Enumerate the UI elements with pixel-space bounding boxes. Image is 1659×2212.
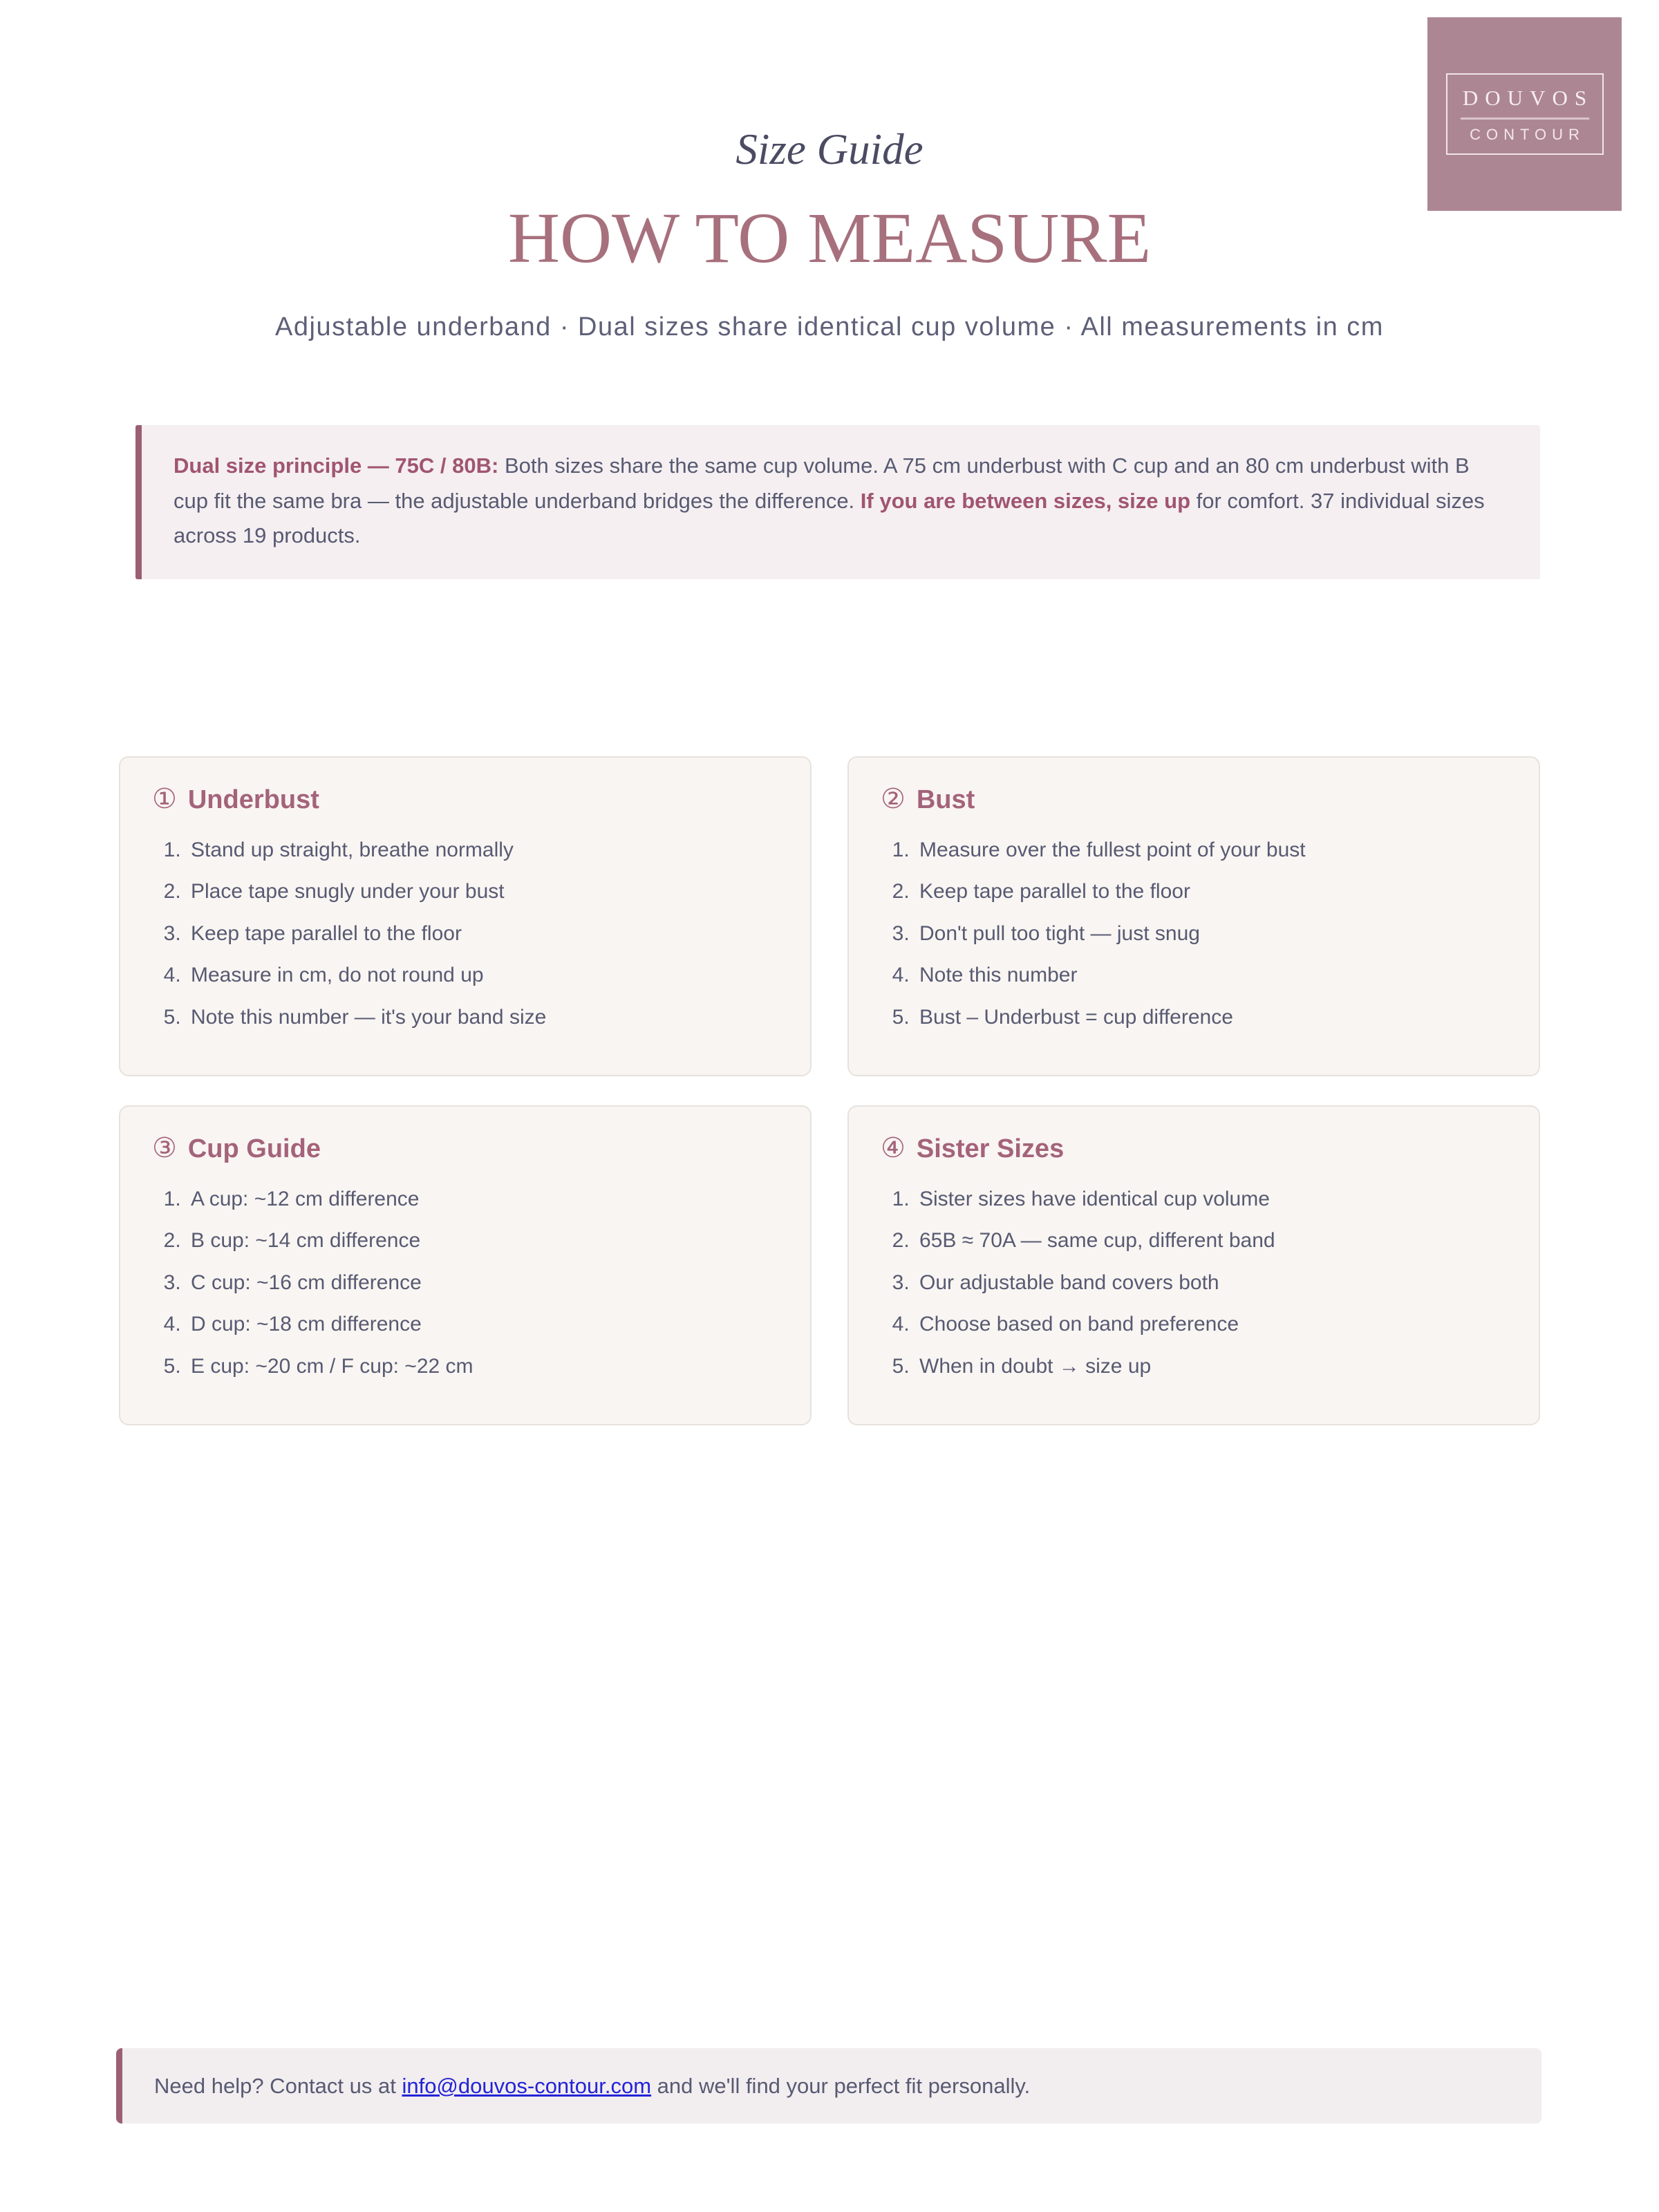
page-header — [0, 0, 1659, 342]
brand-logo — [1427, 17, 1622, 211]
contact-email-link[interactable]: info@douvos-contour.com — [402, 2074, 652, 2098]
callout-body-1: Both sizes share the same cup volume. A 75 cm underbust with C cup and an 80 cm underbust with B cup fit the same bra — the adjustable underband bridges the difference. — [174, 453, 1470, 513]
circled-number-2-icon: ② — [881, 783, 906, 814]
list-item: 4. D cup: ~18 cm difference — [187, 1311, 778, 1338]
card-sister-sizes-heading — [881, 1132, 1507, 1165]
logo-frame — [1446, 73, 1604, 155]
list-item: 4. Note this number — [915, 962, 1507, 988]
dual-size-principle-callout — [135, 425, 1540, 579]
list-item: 3. Our adjustable band covers both — [915, 1270, 1507, 1296]
card-bust — [847, 756, 1540, 1076]
footer-text-pre: Need help? Contact us at — [154, 2074, 402, 2098]
card-bust-steps — [881, 837, 1507, 1031]
footer-text-post: and we'll find your perfect fit personally. — [651, 2074, 1031, 2098]
card-cup-guide-steps — [152, 1186, 778, 1380]
list-item: 5. Bust – Underbust = cup difference — [915, 1004, 1507, 1031]
list-item: 1. A cup: ~12 cm difference — [187, 1186, 778, 1212]
circled-number-4-icon: ④ — [881, 1133, 906, 1164]
card-underbust-steps — [152, 837, 778, 1031]
card-sister-sizes-steps — [881, 1186, 1507, 1380]
callout-body-2: for comfort. 37 individual sizes across 19 products. — [174, 488, 1485, 547]
logo-divider — [1461, 118, 1589, 120]
list-item: 5. Note this number — it's your band size — [187, 1004, 778, 1031]
callout-bold-advice: If you are between sizes, size up — [860, 488, 1191, 513]
callout-text — [174, 453, 1485, 547]
circled-number-1-icon: ① — [152, 783, 177, 814]
card-sister-sizes — [847, 1105, 1540, 1425]
list-item: 3. Don't pull too tight — just snug — [915, 921, 1507, 947]
callout-bold-lead: Dual size principle — 75C / 80B: — [174, 453, 499, 478]
list-item: 2. Place tape snugly under your bust — [187, 879, 778, 905]
card-cup-guide-heading — [152, 1132, 778, 1165]
card-cup-guide-title: Cup Guide — [187, 1134, 321, 1164]
list-item: 5. E cup: ~20 cm / F cup: ~22 cm — [187, 1353, 778, 1380]
list-item: 2. B cup: ~14 cm difference — [187, 1228, 778, 1254]
page-title: HOW TO MEASURE — [507, 198, 1152, 279]
card-underbust-title: Underbust — [187, 785, 319, 814]
card-underbust-heading — [152, 782, 778, 816]
logo-brand-name: DOUVOS — [1462, 86, 1594, 110]
list-item: 2. 65B ≈ 70A — same cup, different band — [915, 1228, 1507, 1254]
list-item: 2. Keep tape parallel to the floor — [915, 879, 1507, 905]
list-item: 1. Stand up straight, breathe normally — [187, 837, 778, 863]
page-subtitle: Adjustable underband · Dual sizes share identical cup volume · All measurements in cm — [275, 312, 1384, 342]
eyebrow-title: Size Guide — [735, 125, 924, 174]
card-bust-heading — [881, 782, 1507, 816]
card-underbust — [119, 756, 812, 1076]
card-sister-sizes-title: Sister Sizes — [916, 1134, 1065, 1164]
list-item: 4. Measure in cm, do not round up — [187, 962, 778, 988]
list-item: 4. Choose based on band preference — [915, 1311, 1507, 1338]
list-item: 3. C cup: ~16 cm difference — [187, 1270, 778, 1296]
circled-number-3-icon: ③ — [152, 1133, 177, 1164]
list-item: 1. Sister sizes have identical cup volume — [915, 1186, 1507, 1212]
list-item: 1. Measure over the fullest point of your bust — [915, 837, 1507, 863]
logo-brand-subname: CONTOUR — [1470, 126, 1585, 143]
card-cup-guide — [119, 1105, 812, 1425]
card-bust-title: Bust — [916, 785, 975, 814]
measure-cards-grid — [119, 756, 1540, 1425]
list-item: 5. When in doubt → size up — [915, 1353, 1507, 1380]
help-footer — [116, 2048, 1541, 2124]
list-item: 3. Keep tape parallel to the floor — [187, 921, 778, 947]
